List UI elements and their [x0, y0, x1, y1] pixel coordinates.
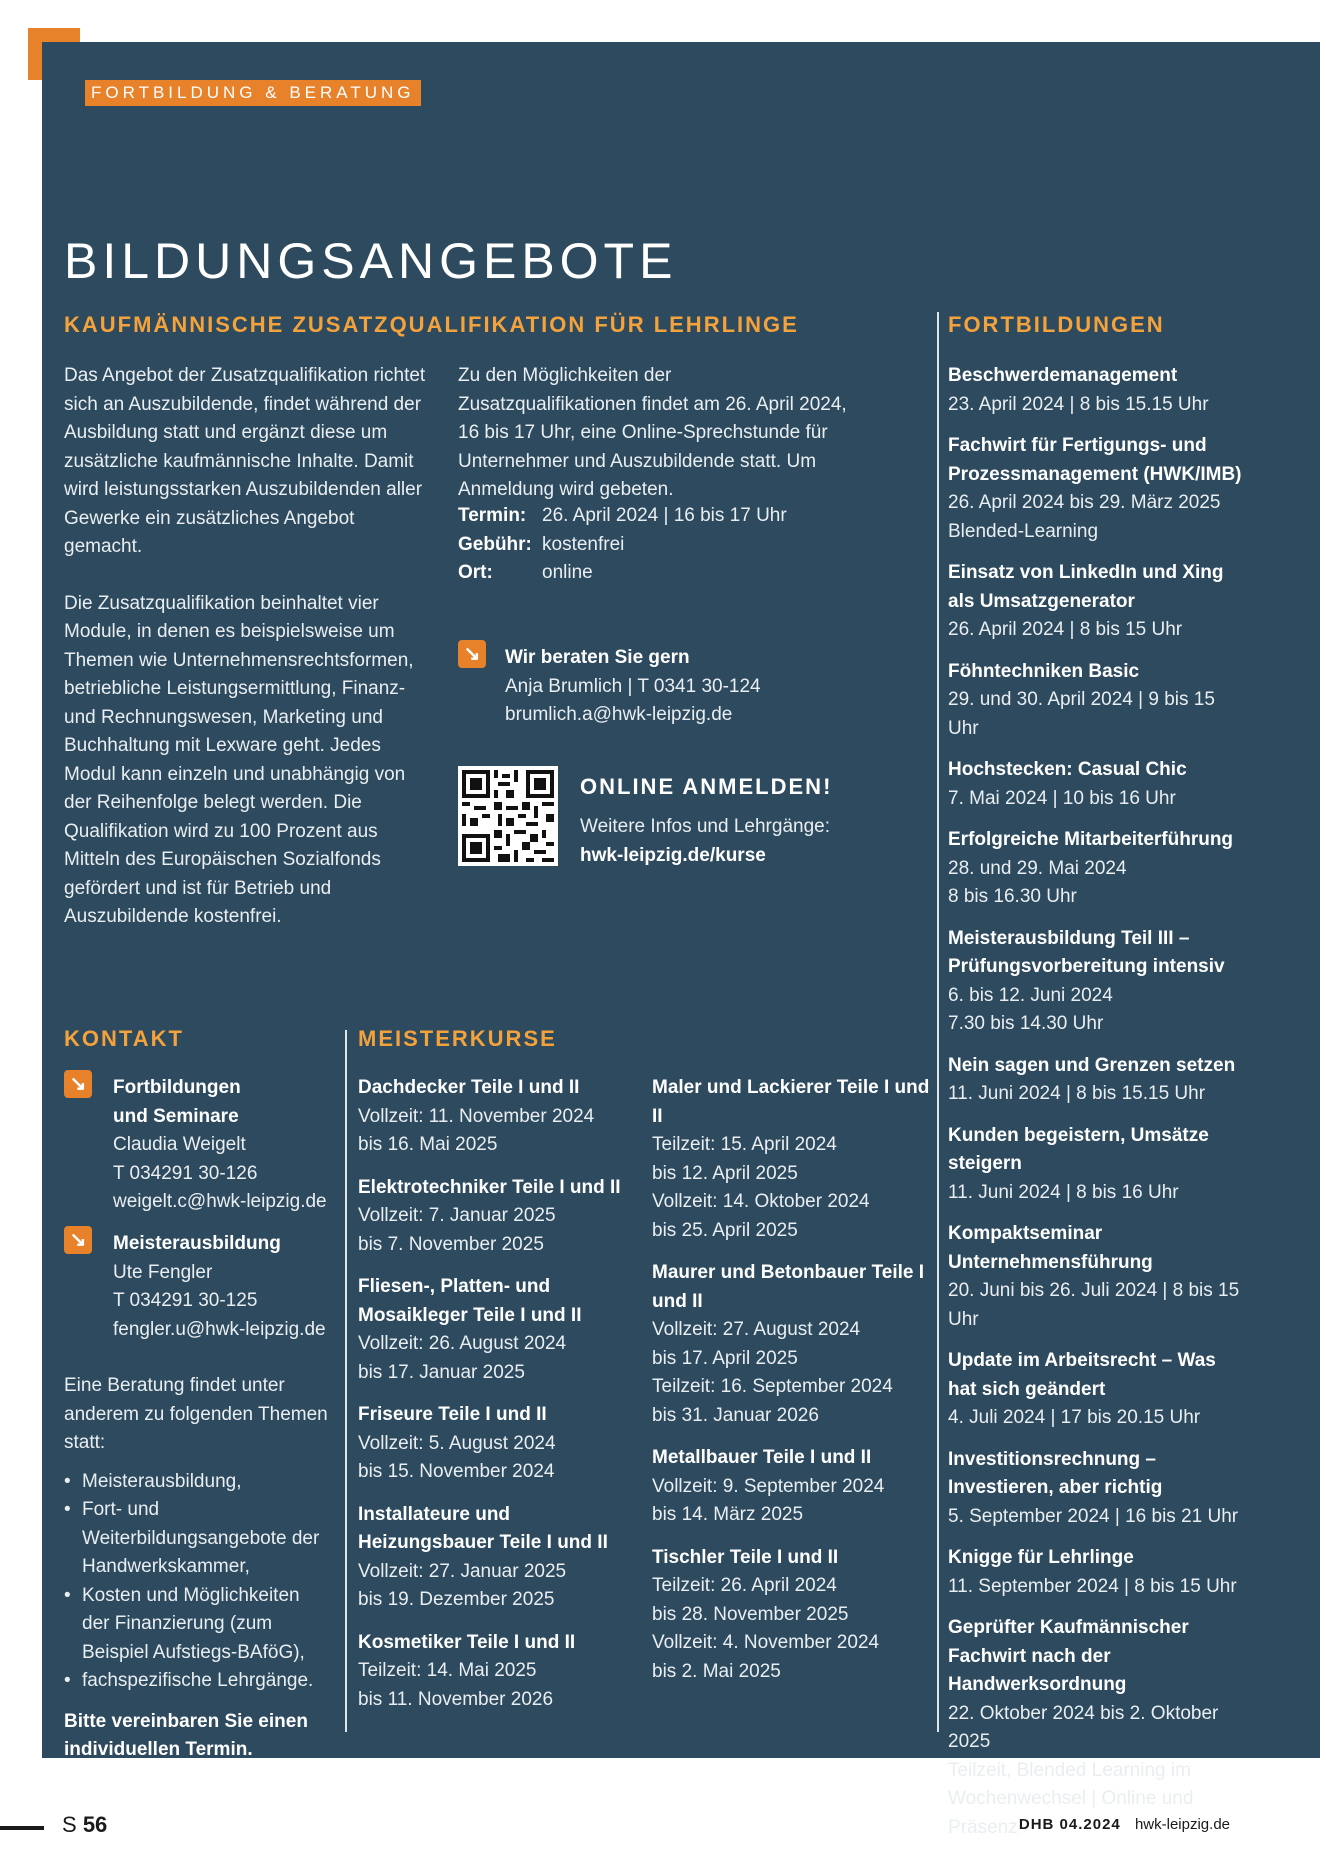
beratung-topics [64, 1468, 332, 1696]
list-item [948, 1614, 1248, 1842]
course-name: Elektrotechniker Teile I und II [358, 1176, 621, 1198]
contact-1-phone: T 034291 30-126 [113, 1162, 258, 1184]
course-detail: bis 31. Januar 2026 [652, 1404, 819, 1426]
arrow-icon: ↘ [64, 1070, 92, 1098]
course-detail: 22. Oktober 2024 bis 2. Oktober 2025 [948, 1702, 1219, 1752]
course-detail: Vollzeit: 26. August 2024 [358, 1333, 567, 1354]
list-item [652, 1074, 930, 1245]
list-item [948, 1220, 1248, 1334]
course-name: Kunden begeistern, Umsätze steigern [948, 1124, 1209, 1174]
list-item [358, 1629, 640, 1715]
contact-fortbildungen [113, 1074, 333, 1217]
meisterkurse-heading: MEISTERKURSE [358, 1026, 557, 1051]
list-item [948, 362, 1248, 419]
divider-fortbildungen [937, 312, 939, 1732]
course-detail: 11. Juni 2024 | 8 bis 16 Uhr [948, 1181, 1179, 1203]
fortbildungen-list [948, 362, 1248, 1855]
course-detail: 6. bis 12. Juni 2024 [948, 984, 1113, 1006]
contact-2-email[interactable]: fengler.u@hwk-leipzig.de [113, 1318, 326, 1340]
course-detail: bis 7. November 2025 [358, 1233, 544, 1255]
meisterkurse-column-2 [652, 1074, 930, 1700]
online-anmelden-heading: ONLINE ANMELDEN! [580, 774, 833, 799]
gebuehr-label: Gebühr: [458, 533, 532, 555]
kaufm-heading: KAUFMÄNNISCHE ZUSATZQUALIFIKATION FÜR LEHRLINGE [64, 312, 799, 337]
course-name: Friseure Teile I und II [358, 1404, 547, 1425]
contact-2-name: Ute Fengler [113, 1261, 213, 1283]
online-link[interactable]: hwk-leipzig.de/kurse [580, 844, 766, 866]
course-name: Fliesen-, Platten- und Mosaikleger Teile I und II [358, 1276, 582, 1326]
kontakt-heading: KONTAKT [64, 1026, 184, 1051]
list-item: • Meisterausbildung, [64, 1468, 332, 1497]
page-prefix: S [62, 1812, 77, 1837]
list-item [948, 925, 1248, 1039]
list-item: • fachspezifische Lehrgänge. [64, 1667, 332, 1696]
course-detail: bis 16. Mai 2025 [358, 1134, 498, 1155]
page-number-value: 56 [82, 1812, 108, 1837]
course-detail: Teilzeit: 26. April 2024 [652, 1575, 837, 1596]
course-detail: Vollzeit: 4. November 2024 [652, 1632, 880, 1653]
contact-1-name: Claudia Weigelt [113, 1134, 246, 1155]
course-name: Maler und Lackierer Teile I und II [652, 1077, 930, 1127]
beraten-name: Anja Brumlich | T 0341 30-124 [505, 675, 761, 697]
list-item [948, 559, 1248, 645]
gebuehr-value: kostenfrei [542, 533, 625, 555]
kaufm-paragraph-3: Zu den Möglichkeiten der Zusatzqualifikationen findet am 26. April 2024, 16 bis 17 Uhr, eine Online-Sprechstunde für Unternehmer und Auszubildende statt. Um Anmeldung wird gebeten. [458, 365, 847, 500]
course-name: Einsatz von LinkedIn und Xing als Umsatzgenerator [948, 562, 1224, 612]
course-name: Dachdecker Teile I und II [358, 1077, 580, 1098]
course-detail: 20. Juni bis 26. Juli 2024 | 8 bis 15 Uhr [948, 1280, 1240, 1330]
course-name: Föhntechniken Basic [948, 660, 1140, 682]
course-detail: bis 28. November 2025 [652, 1603, 849, 1625]
issue-label: DHB 04.2024 [1018, 1816, 1121, 1833]
course-detail: 11. September 2024 | 8 bis 15 Uhr [948, 1575, 1237, 1597]
course-detail: Vollzeit: 27. August 2024 [652, 1319, 861, 1340]
section-tag: FORTBILDUNG & BERATUNG [85, 80, 421, 106]
course-name: Installateure und Heizungsbauer Teile I und II [358, 1503, 608, 1553]
event-details [458, 502, 787, 588]
course-detail: Vollzeit: 7. Januar 2025 [358, 1205, 556, 1226]
ort-row [458, 559, 787, 588]
list-item [948, 756, 1248, 813]
list-item [948, 826, 1248, 912]
course-name: Maurer und Betonbauer Teile I und II [652, 1262, 925, 1312]
fortbildungen-heading: FORTBILDUNGEN [948, 312, 1165, 337]
course-name: Fachwirt für Fertigungs- und Prozessmanagement (HWK/IMB) [948, 435, 1242, 485]
beratung-block [64, 1372, 332, 1765]
list-item [948, 1544, 1248, 1601]
list-item [652, 1259, 930, 1430]
online-info-text: Weitere Infos und Lehrgänge: [580, 816, 830, 837]
beraten-email[interactable]: brumlich.a@hwk-leipzig.de [505, 704, 733, 725]
list-item: • Fort- und Weiterbildungsangebote der Handwerkskammer, [64, 1496, 332, 1582]
contact-1-title-line-1: Fortbildungen [113, 1077, 241, 1098]
meisterkurse-column-1 [358, 1074, 640, 1728]
divider-meisterkurse [345, 1030, 347, 1732]
list-item [948, 1347, 1248, 1433]
contact-1-email[interactable]: weigelt.c@hwk-leipzig.de [113, 1191, 327, 1212]
course-name: Tischler Teile I und II [652, 1546, 839, 1568]
termin-label: Termin: [458, 505, 527, 526]
course-name: Nein sagen und Grenzen setzen [948, 1054, 1236, 1076]
course-detail: 8 bis 16.30 Uhr [948, 886, 1077, 907]
kaufm-paragraph-2: Die Zusatzqualifikation beinhaltet vier Module, in denen es beispielsweise um Themen wie Unternehmensrechtsformen, betriebliche Leistungsermittlung, Finanz- und Rechnungswesen, Marketing und Buchhaltung mit Lexware geht. Jedes Modul kann einzeln und unabhängig von der Reihenfolge belegt werden. Die Qualifikation wird zu 100 Prozent aus Mitteln des Europäischen Sozialfonds gefördert und ist für Betrieb und Auszubildende kostenfrei. [64, 592, 414, 927]
list-item [358, 1174, 640, 1260]
page-number [62, 1812, 107, 1838]
course-detail: Vollzeit: 14. Oktober 2024 [652, 1191, 870, 1212]
course-name: Geprüfter Kaufmännischer Fachwirt nach der Handwerksordnung [948, 1617, 1189, 1695]
course-name: Kompaktseminar Unternehmensführung [948, 1223, 1153, 1273]
course-detail: bis 11. November 2026 [358, 1688, 554, 1710]
kaufm-paragraph-1: Das Angebot der Zusatzqualifikation richtet sich an Auszubildende, findet während der Ausbildung statt und ergänzt diese um zusätzliche kaufmännische Inhalte. Damit wird leistungsstarken Auszubildenden aller Gewerke ein zusätzliches Angebot gemacht. [64, 365, 426, 557]
page-title: BILDUNGSANGEBOTE [64, 233, 678, 289]
footer-bar [0, 1826, 44, 1830]
course-name: Beschwerdemanagement [948, 365, 1178, 386]
beraten-contact [505, 644, 855, 730]
course-detail: bis 25. April 2025 [652, 1219, 798, 1241]
course-detail: bis 17. Januar 2025 [358, 1361, 525, 1383]
course-name: Update im Arbeitsrecht – Was hat sich geändert [948, 1350, 1216, 1400]
beratung-intro: Eine Beratung findet unter anderem zu folgenden Themen statt: [64, 1375, 328, 1453]
list-item [948, 1446, 1248, 1532]
list-item [358, 1074, 640, 1160]
course-detail: 7. Mai 2024 | 10 bis 16 Uhr [948, 787, 1176, 809]
course-detail: 26. April 2024 | 8 bis 15 Uhr [948, 619, 1183, 640]
course-detail: 11. Juni 2024 | 8 bis 15.15 Uhr [948, 1083, 1206, 1104]
kaufm-left-column [64, 362, 436, 960]
list-item [948, 1122, 1248, 1208]
contact-1-title-line-2: und Seminare [113, 1105, 239, 1127]
course-detail: 23. April 2024 | 8 bis 15.15 Uhr [948, 393, 1209, 415]
course-detail: 26. April 2024 bis 29. März 2025 [948, 492, 1221, 513]
course-detail: 7.30 bis 14.30 Uhr [948, 1013, 1104, 1034]
footer-info [1019, 1816, 1230, 1833]
course-detail: 4. Juli 2024 | 17 bis 20.15 Uhr [948, 1407, 1201, 1428]
contact-2-title: Meisterausbildung [113, 1233, 281, 1254]
course-detail: 28. und 29. Mai 2024 [948, 857, 1127, 879]
course-name: Meisterausbildung Teil III – Prüfungsvorbereitung intensiv [948, 927, 1225, 977]
beraten-title: Wir beraten Sie gern [505, 647, 690, 668]
course-detail: Teilzeit, Blended Learning im Wochenwechsel | Online und Präsenz [948, 1759, 1194, 1838]
ort-label: Ort: [458, 562, 493, 583]
list-item: • Kosten und Möglichkeiten der Finanzierung (zum Beispiel Aufstiegs-BAföG), [64, 1582, 332, 1668]
list-item [358, 1401, 640, 1487]
course-detail: 29. und 30. April 2024 | 9 bis 15 Uhr [948, 689, 1215, 739]
course-detail: Vollzeit: 9. September 2024 [652, 1475, 885, 1497]
gebuehr-row [458, 531, 787, 560]
course-detail: Vollzeit: 11. November 2024 [358, 1105, 595, 1127]
beratung-closing: Bitte vereinbaren Sie einen individuellen Termin. [64, 1710, 308, 1760]
contact-2-phone: T 034291 30-125 [113, 1290, 258, 1311]
arrow-icon: ↘ [458, 640, 486, 668]
list-item [652, 1444, 930, 1530]
list-item [358, 1273, 640, 1387]
course-detail: bis 17. April 2025 [652, 1347, 798, 1369]
footer-site[interactable]: hwk-leipzig.de [1134, 1816, 1230, 1833]
course-detail: bis 2. Mai 2025 [652, 1660, 781, 1682]
course-detail: Teilzeit: 14. Mai 2025 [358, 1660, 537, 1681]
arrow-icon: ↘ [64, 1226, 92, 1254]
qr-code-icon[interactable] [458, 766, 558, 866]
course-detail: bis 12. April 2025 [652, 1162, 798, 1184]
list-item [948, 1052, 1248, 1109]
contact-meisterausbildung [113, 1230, 333, 1344]
list-item [948, 432, 1248, 546]
ort-value: online [542, 562, 593, 583]
course-detail: bis 14. März 2025 [652, 1504, 804, 1525]
course-detail: bis 19. Dezember 2025 [358, 1589, 555, 1610]
course-name: Metallbauer Teile I und II [652, 1447, 872, 1468]
course-name: Hochstecken: Casual Chic [948, 759, 1187, 780]
termin-value: 26. April 2024 | 16 bis 17 Uhr [542, 505, 787, 526]
course-detail: Blended-Learning [948, 520, 1099, 542]
course-detail: Vollzeit: 5. August 2024 [358, 1432, 556, 1454]
course-detail: 5. September 2024 | 16 bis 21 Uhr [948, 1505, 1239, 1527]
course-detail: Teilzeit: 15. April 2024 [652, 1134, 837, 1155]
list-item [948, 658, 1248, 744]
course-detail: bis 15. November 2024 [358, 1461, 555, 1482]
course-name: Investitionsrechnung – Investieren, aber richtig [948, 1448, 1163, 1498]
list-item [358, 1501, 640, 1615]
course-name: Erfolgreiche Mitarbeiterführung [948, 829, 1234, 850]
course-detail: Teilzeit: 16. September 2024 [652, 1376, 893, 1397]
course-name: Kosmetiker Teile I und II [358, 1631, 576, 1653]
termin-row [458, 502, 787, 531]
course-name: Knigge für Lehrlinge [948, 1547, 1134, 1568]
list-item [652, 1544, 930, 1687]
online-info [580, 813, 830, 870]
course-detail: Vollzeit: 27. Januar 2025 [358, 1560, 567, 1582]
